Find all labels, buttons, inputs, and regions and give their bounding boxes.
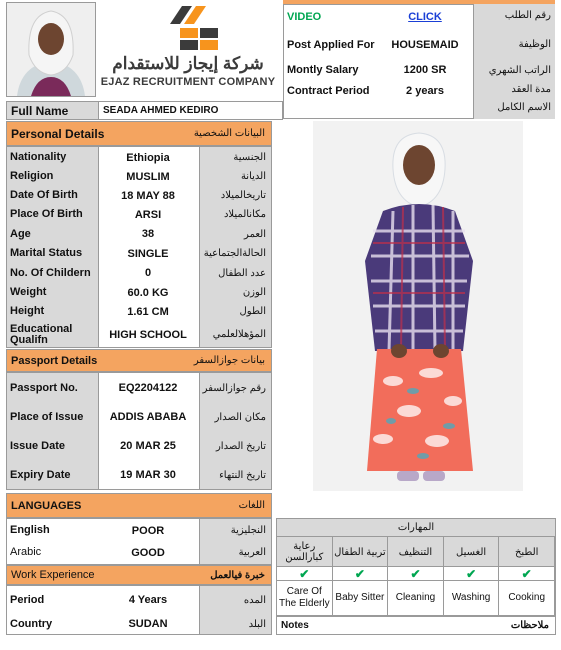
personal-value: 0	[144, 267, 152, 279]
personal-label-ar: الطول	[239, 306, 266, 317]
person-full-photo-icon	[313, 121, 523, 491]
work-value: 4 Years	[128, 594, 168, 606]
personal-row	[6, 263, 272, 283]
video-click-link[interactable]: CLICK	[408, 11, 442, 23]
personal-value: SINGLE	[127, 247, 169, 260]
post-applied-label: Post Applied For	[287, 39, 375, 51]
personal-label-ar: الديانة	[240, 171, 266, 182]
full-body-photo	[313, 121, 523, 491]
notes-ar: ملاحظات	[510, 620, 549, 631]
personal-label-ar: الحالةالجتماعية	[203, 248, 266, 259]
skill-label-ar: تربية الطفال	[333, 537, 389, 567]
skill-label: Care Of The Elderly	[277, 581, 333, 615]
salary-value: 1200 SR	[403, 64, 447, 76]
personal-row	[6, 244, 272, 263]
check-icon: ✔	[277, 567, 333, 581]
passport-label: Expiry Date	[10, 468, 71, 481]
passport-details-header	[6, 349, 272, 372]
personal-value: 38	[141, 228, 155, 240]
passport-label-ar: تاريخ الصدار	[215, 440, 266, 452]
personal-label-ar: الجنسية	[233, 152, 266, 163]
notes-label: Notes	[281, 620, 309, 631]
skill-label-ar: الغسيل	[444, 537, 500, 567]
work-value: SUDAN	[128, 618, 168, 630]
language-value: GOOD	[131, 546, 165, 559]
passport-row	[6, 460, 272, 490]
personal-label: Educational Qualifn	[10, 322, 73, 346]
personal-row	[6, 302, 272, 321]
skill-label: Washing	[444, 581, 500, 615]
passport-row	[6, 374, 272, 402]
fullname-ar: الاسم الكامل	[497, 102, 551, 113]
request-no-ar: رقم الطلب	[504, 10, 551, 21]
personal-label: Height	[10, 305, 45, 317]
work-experience-title-ar: خبرة فيالعمل	[210, 569, 265, 581]
work-experience-title: Work Experience	[11, 569, 95, 581]
contract-value: 2 years	[406, 85, 444, 97]
personal-row	[6, 321, 272, 348]
personal-label: Marital Status	[10, 247, 83, 259]
passport-photo	[6, 2, 96, 97]
work-label-ar: المده	[243, 594, 266, 606]
check-icon: ✔	[499, 567, 555, 581]
personal-row	[6, 224, 272, 244]
work-label: Country	[10, 617, 53, 630]
post-ar: الوظيفة	[518, 39, 551, 50]
passport-details-title: Passport Details	[11, 354, 98, 367]
passport-row	[6, 402, 272, 432]
check-icon: ✔	[388, 567, 444, 581]
personal-value: MUSLIM	[126, 170, 170, 183]
personal-label: Nationality	[10, 151, 67, 163]
post-applied-value: HOUSEMAID	[391, 39, 459, 51]
personal-details-title: Personal Details	[11, 126, 105, 141]
full-name-value: SEADA AHMED KEDIRO	[103, 105, 219, 116]
personal-value: 60.0 KG	[127, 286, 169, 299]
personal-label-ar: المؤهلالعلمي	[212, 329, 266, 340]
personal-label: Weight	[10, 286, 47, 298]
personal-label-ar: مكانالميلاد	[223, 209, 266, 220]
personal-label: Date Of Birth	[10, 189, 78, 201]
company-name-en: EJAZ RECRUITMENT COMPANY	[100, 76, 276, 88]
skill-label-ar: رعاية كبارالسن	[277, 537, 333, 567]
passport-value: 19 MAR 30	[120, 469, 176, 481]
company-name-ar: شركة إيجاز للاستقدام	[112, 54, 264, 73]
salary-ar: الراتب الشهري	[488, 65, 551, 76]
languages-title: LANGUAGES	[11, 499, 82, 512]
passport-label-ar: تاريخ النتهاء	[219, 469, 266, 481]
salary-label: Montly Salary	[287, 64, 359, 76]
skill-label: Cleaning	[388, 581, 444, 615]
language-row	[6, 541, 272, 564]
personal-value: HIGH SCHOOL	[109, 328, 187, 341]
personal-row	[6, 167, 272, 186]
personal-label: Religion	[10, 170, 54, 182]
full-name-label: Full Name	[7, 102, 99, 119]
personal-value: Ethiopia	[126, 151, 170, 164]
personal-label-ar: العمر	[244, 228, 266, 240]
personal-row	[6, 205, 272, 224]
contract-ar: مدة العقد	[511, 84, 551, 95]
passport-details-title-ar: بيانات جوازالسفر	[193, 355, 265, 366]
languages-header	[6, 493, 272, 518]
language-label: Arabic	[10, 546, 42, 558]
skill-label-ar: التنظيف	[388, 537, 444, 567]
personal-label-ar: الوزن	[242, 287, 266, 298]
check-icon: ✔	[333, 567, 389, 581]
skill-label: Cooking	[499, 581, 555, 615]
skills-title-ar: المهارات	[277, 519, 555, 537]
personal-details-title-ar: البيانات الشخصية	[193, 128, 265, 139]
passport-label-ar: مكان الصدار	[214, 411, 266, 423]
skill-label-ar: الطبخ	[499, 537, 555, 567]
language-value: POOR	[131, 524, 165, 537]
work-label-ar: البلد	[248, 618, 266, 630]
passport-label-ar: رقم جوازالسفر	[202, 382, 266, 394]
passport-value: EQ2204122	[118, 382, 178, 394]
personal-label: Age	[10, 227, 31, 240]
personal-value: ARSI	[134, 208, 162, 221]
language-label: English	[10, 524, 50, 536]
language-row	[6, 520, 272, 541]
language-label-ar: العربية	[238, 547, 266, 558]
personal-details-header	[6, 121, 272, 146]
personal-label: Place Of Birth	[10, 208, 83, 220]
passport-label: Place of Issue	[10, 410, 84, 423]
personal-value: 1.61 CM	[127, 305, 169, 318]
work-label: Period	[10, 593, 45, 606]
company-logo	[100, 2, 276, 97]
personal-value: 18 MAY 88	[121, 189, 175, 202]
personal-label-ar: عدد الطفال	[218, 267, 266, 279]
check-icon: ✔	[444, 567, 500, 581]
person-photo-icon	[7, 3, 95, 96]
personal-label-ar: تاريخالميلاد	[220, 190, 266, 201]
work-row	[6, 587, 272, 613]
language-label-ar: النجليزية	[230, 525, 266, 536]
contract-label: Contract Period	[287, 85, 370, 97]
passport-label: Passport No.	[10, 381, 78, 394]
passport-label: Issue Date	[10, 439, 66, 452]
passport-value: ADDIS ABABA	[109, 411, 187, 423]
notes-row	[276, 616, 556, 635]
skill-label: Baby Sitter	[333, 581, 389, 615]
header-info	[283, 0, 555, 119]
passport-row	[6, 432, 272, 460]
work-experience-header	[6, 565, 272, 585]
languages-title-ar: اللغات	[238, 500, 265, 511]
skills-table	[276, 518, 556, 616]
video-label: VIDEO	[287, 11, 322, 23]
personal-row	[6, 283, 272, 302]
personal-row	[6, 186, 272, 205]
personal-label: No. Of Childern	[10, 266, 91, 279]
full-name-row	[6, 101, 283, 120]
personal-row	[6, 148, 272, 167]
logo-mark-icon	[166, 2, 222, 54]
passport-value: 20 MAR 25	[120, 440, 176, 452]
work-row	[6, 613, 272, 635]
